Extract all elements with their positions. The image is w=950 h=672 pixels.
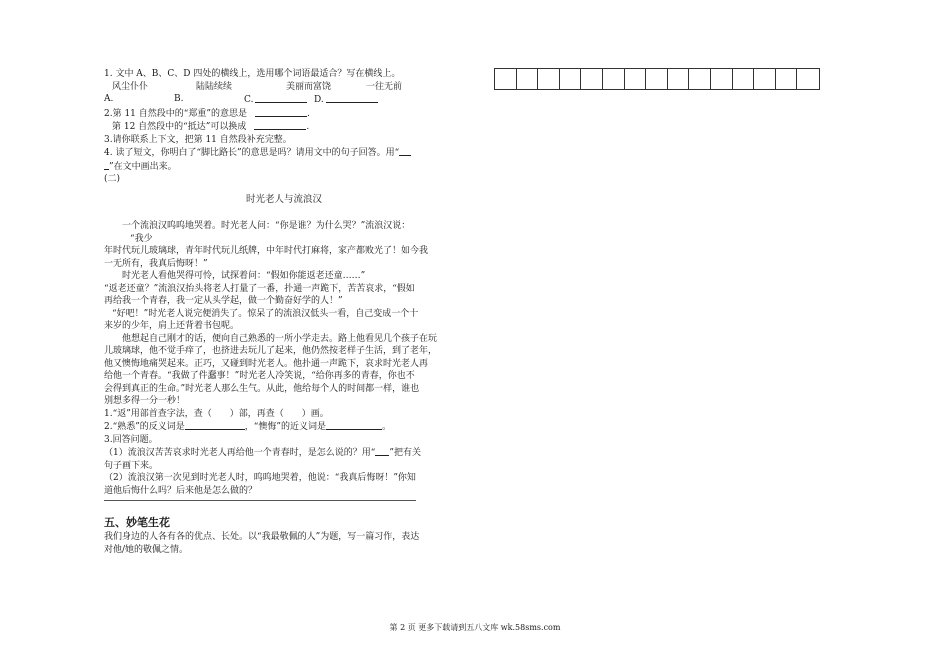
- story-line: 一无所有，我真后悔呀！”: [104, 258, 208, 269]
- q1-options: [104, 93, 464, 107]
- grid-cell[interactable]: [797, 69, 819, 89]
- grid-cell[interactable]: [733, 69, 755, 89]
- sub-question-1: 1.“返”用部首查字法，查（ ）部，再查（ ）画。: [104, 408, 329, 419]
- q4-blank[interactable]: [399, 146, 411, 156]
- grid-cell[interactable]: [711, 69, 733, 89]
- section-5-line-1: 我们身边的人各有各的优点、长处。以“我最敬佩的人”为题，写一篇习作，表达: [104, 532, 420, 542]
- grid-cell[interactable]: [754, 69, 776, 89]
- grid-cell[interactable]: [689, 69, 711, 89]
- sub-question-2: 2.“熟悉”的反义词是 ，“懊悔”的近义词是 。: [104, 422, 392, 432]
- word-1: 风尘仆仆: [112, 81, 149, 92]
- section-5-title: 五、妙笔生花: [104, 516, 170, 529]
- q2-line1: 2.第 11 自然段中的“郑重”的意思是 .: [104, 108, 310, 119]
- story-line: “我少: [130, 233, 153, 244]
- grid-cell[interactable]: [517, 69, 539, 89]
- q2-text2: 第 12 自然段中的“抵达”可以换成: [112, 122, 247, 132]
- story-line: 给他一个青春。“我做了件蠢事！”时光老人冷笑说，“给你再多的青春，你也不: [104, 371, 415, 381]
- sub-q2-blank-a[interactable]: [185, 420, 245, 430]
- story-line: 来岁的少年，肩上还背着书包呢。: [104, 321, 240, 331]
- grid-cell[interactable]: [625, 69, 647, 89]
- story-line: “返老还童？”流浪汉抬头将老人打量了一番，扑通一声跪下，苦苦哀求，“假如: [104, 283, 415, 294]
- word-2: 陆陆续续: [196, 81, 233, 92]
- sub-q2-text-a: 2.“熟悉”的反义词是: [104, 422, 185, 432]
- story-line: 他又懊悔地痛哭起来。正巧，又碰到时光老人。他扑通一声跪下，哀求时光老人再: [104, 358, 429, 369]
- grid-cell[interactable]: [560, 69, 582, 89]
- sub-q3-1-text-b: ”把有关: [389, 448, 421, 458]
- story-line: “好吧！”时光老人说完便消失了。惊呆了的流浪汉低头一看，自己变成一个十: [112, 308, 419, 319]
- sub-q3-1-blank[interactable]: [375, 446, 389, 456]
- q1-word-bank: [104, 81, 464, 94]
- section-5-body: [104, 531, 464, 556]
- sub-q2-blank-b[interactable]: [326, 420, 382, 430]
- q4-line2: [104, 160, 464, 174]
- sub-question-3: 3.回答问题。: [104, 434, 158, 445]
- option-b-label: B.: [174, 94, 184, 104]
- word-4: 一往无前: [366, 81, 403, 92]
- story-line: 会得到真正的生命。”时光老人那么生气。从此，他给每个人的时间都一样，谁也: [104, 383, 420, 394]
- option-d-label: D.: [314, 95, 324, 105]
- writing-grid[interactable]: [494, 68, 820, 90]
- story-title: 时光老人与流浪汉: [245, 193, 322, 205]
- story-line: 儿玻璃球，他不觉手痒了，也挤进去玩儿了起来，他仍然按老样子生活，到了老年，: [104, 346, 438, 356]
- grid-cell[interactable]: [776, 69, 798, 89]
- story-line: 他想起自己刚才的话，便向自己熟悉的一所小学走去。路上他看见几个孩子在玩: [122, 333, 438, 344]
- option-c-blank[interactable]: [255, 93, 307, 103]
- option-c-label: C.: [244, 95, 254, 105]
- q2-line2: 第 12 自然段中的“抵达”可以换成 .: [112, 122, 310, 132]
- sub-q2-text-b: ，“懊悔”的近义词是: [244, 422, 326, 432]
- story-line: 年时代玩儿玻璃球，青年时代玩儿纸牌，中年时代打麻将，家产都败光了！如今我: [104, 246, 429, 256]
- grid-cell[interactable]: [668, 69, 690, 89]
- sub-question-3-1: [104, 446, 464, 460]
- q2-text1: 2.第 11 自然段中的“郑重”的意思是: [104, 108, 247, 119]
- grid-cell[interactable]: [581, 69, 603, 89]
- q4-text1: 4. 读了短文，你明白了“脚比路长”的意思是吗？请用文中的句子回答。用“: [104, 148, 400, 158]
- sub-question-3-1-cont: 句子画下来。: [104, 460, 159, 471]
- story-line: 再给我一个青春，我一定从头学起，做一个勤奋好学的人！”: [104, 296, 343, 306]
- q3: 3.请你联系上下文，把第 11 自然段补充完整。: [104, 134, 292, 145]
- option-d-blank[interactable]: [326, 93, 378, 103]
- story-line: 时光老人看他哭得可怜，试探着问：“假如你能返老还童……”: [122, 271, 366, 281]
- story-line: 别想多得一分一秒！: [104, 396, 186, 406]
- divider-line: [104, 500, 416, 501]
- option-a-label: A.: [104, 94, 114, 104]
- section-5-line-2: 对他/她的敬佩之情。: [104, 544, 189, 555]
- word-3: 美丽而富饶: [286, 81, 332, 92]
- sub-question-3-2-cont: 道他后悔什么吗？后来他是怎么做的？: [104, 485, 258, 496]
- story-line: 一个流浪汉呜呜地哭着。时光老人问：“你是谁？为什么哭？”流浪汉说：: [122, 221, 411, 231]
- q4-text2: ”在文中画出来。: [109, 161, 177, 172]
- page-footer: 第 2 页 更多下载请到五八文库 wk.58sms.com: [389, 623, 561, 632]
- sub-q3-1-text-a: （1）流浪汉苦苦哀求时光老人再给他一个青春时，是怎么说的？用“: [104, 448, 376, 458]
- part-label: (二): [104, 174, 121, 184]
- sub-question-3-2: （2）流浪汉第一次见到时光老人时，呜呜地哭着，他说：“我真后悔呀！”你知: [104, 473, 416, 483]
- q2-blank2[interactable]: [254, 120, 306, 130]
- questions-column: [104, 68, 464, 497]
- q4-line1: [104, 146, 464, 160]
- grid-cell[interactable]: [603, 69, 625, 89]
- grid-cell[interactable]: [646, 69, 668, 89]
- q2-blank1[interactable]: [255, 107, 307, 117]
- grid-cell[interactable]: [538, 69, 560, 89]
- grid-cell[interactable]: [495, 69, 517, 89]
- q1-prompt: 1. 文中 A、B、C、D 四处的横线上，选用哪个词语最适合？写在横线上。: [104, 69, 401, 79]
